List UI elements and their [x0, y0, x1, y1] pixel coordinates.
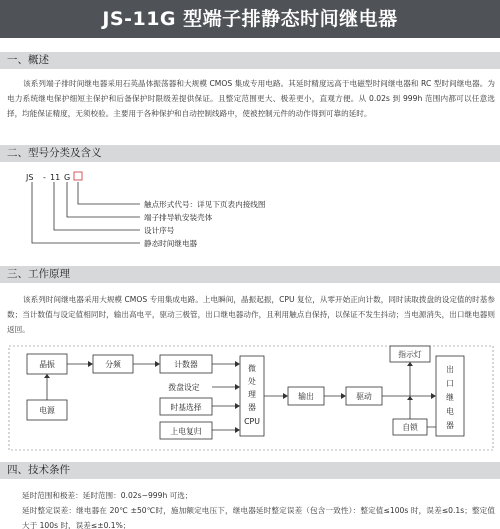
drive-arrow	[431, 393, 436, 399]
principle-text: 该系列时间继电器采用大规模 CMOS 专用集成电路。上电瞬间，晶振起振，CPU 复位，从零开始正向计数，同时读取拨盘的设定值的时基参数；当计数值与设定值相同时，输出高电平，驱动三极管，出口继电器动作，且利用触点自保持，以保证不发生抖动；当电源消失，出口继电器则返回。	[7, 295, 495, 334]
tech-paragraph	[22, 488, 495, 529]
section-heading-tech: 四、技术条件	[0, 462, 500, 479]
indicator-arrow	[407, 362, 413, 366]
power-arrow	[44, 374, 50, 378]
crystal-label: 晶振	[39, 360, 55, 369]
counter-arrow	[235, 361, 240, 367]
leader-line-contact	[78, 182, 140, 204]
leader-line-relay	[32, 182, 140, 243]
model-code-number: 11	[50, 173, 61, 182]
timebase-arrow	[235, 403, 240, 409]
page-title: JS-11G 型端子排静态时间继电器	[0, 0, 500, 38]
output-arrow	[341, 393, 346, 399]
counter-label: 计数器	[174, 360, 198, 369]
model-label-housing: 端子排导轨安装壳体	[144, 213, 213, 222]
timebase-label: 时基选择	[170, 403, 202, 412]
model-label-design: 设计序号	[144, 226, 175, 235]
tech-line-1: 延时范围和极差：延时范围：0.02s~999h 可选；	[22, 491, 193, 500]
selflock-label: 自锁	[402, 423, 418, 432]
model-code-dash: -	[43, 173, 46, 182]
relay-label-2: 口	[446, 379, 454, 388]
section-heading-principle: 三、工作原理	[0, 266, 500, 283]
power-label: 电源	[39, 406, 55, 415]
divider-label: 分频	[105, 360, 121, 369]
dial-label: 拨盘设定	[168, 383, 200, 392]
cpu-label-2: 处	[248, 377, 256, 386]
model-code-diagram	[25, 172, 266, 248]
dial-arrow	[235, 384, 240, 390]
model-label-contact: 触点形式代号：详见下页表内接线图	[144, 200, 266, 209]
reset-label: 上电复归	[170, 427, 202, 436]
principle-paragraph	[7, 292, 495, 337]
tech-line-2: 延时整定误差：继电器在 20℃ ±50℃时，施加额定电压下，继电器延时整定误差（包含一致性）：整定值≤100s 时，误差≤0.1s；整定值大于 100s 时，误差≤±0.1%；	[22, 506, 495, 529]
output-label: 输出	[298, 392, 314, 401]
overview-text: 该系列端子排时间继电器采用石英晶体振荡器和大规模 CMOS 集成专用电路。其延时精度远高于电磁型时间继电器和 RC 型时间继电器。为电力系统继电保护细短主保护和后备保护时限级差提供保证。且整定范围更大、极差更小，直观方便。从 0.02s 到 999h 范围内都可以任意选择，均能保证精度，无须校验。主要用于各种保护和自动控制线路中，使被控制元件的动作得到可靠的延时。	[7, 79, 495, 118]
relay-label-3: 继	[446, 393, 454, 402]
indicator-label: 指示灯	[398, 350, 422, 359]
model-code-letter: G	[64, 173, 71, 182]
section-heading-overview: 一、概述	[0, 52, 500, 69]
model-code-prefix: JS	[26, 173, 34, 182]
section-heading-model: 二、型号分类及含义	[0, 145, 500, 162]
block-diagram	[9, 346, 493, 450]
cpu-label-4: 器	[248, 403, 256, 412]
crystal-arrow	[88, 361, 93, 367]
drive-label: 驱动	[356, 392, 372, 401]
reset-arrow	[235, 427, 240, 433]
cpu-label-5: CPU	[244, 417, 260, 426]
selflock-arrow	[407, 396, 413, 400]
relay-label-5: 器	[446, 421, 454, 430]
relay-label-4: 电	[446, 407, 454, 416]
cpu-label-3: 理	[248, 390, 256, 399]
cpu-arrow	[283, 393, 288, 399]
cpu-label-1: 微	[248, 364, 256, 373]
model-label-relay: 静态时间继电器	[144, 239, 198, 248]
relay-label-1: 出	[446, 365, 454, 374]
contact-code-placeholder-box	[74, 172, 82, 180]
divider-arrow	[155, 361, 160, 367]
